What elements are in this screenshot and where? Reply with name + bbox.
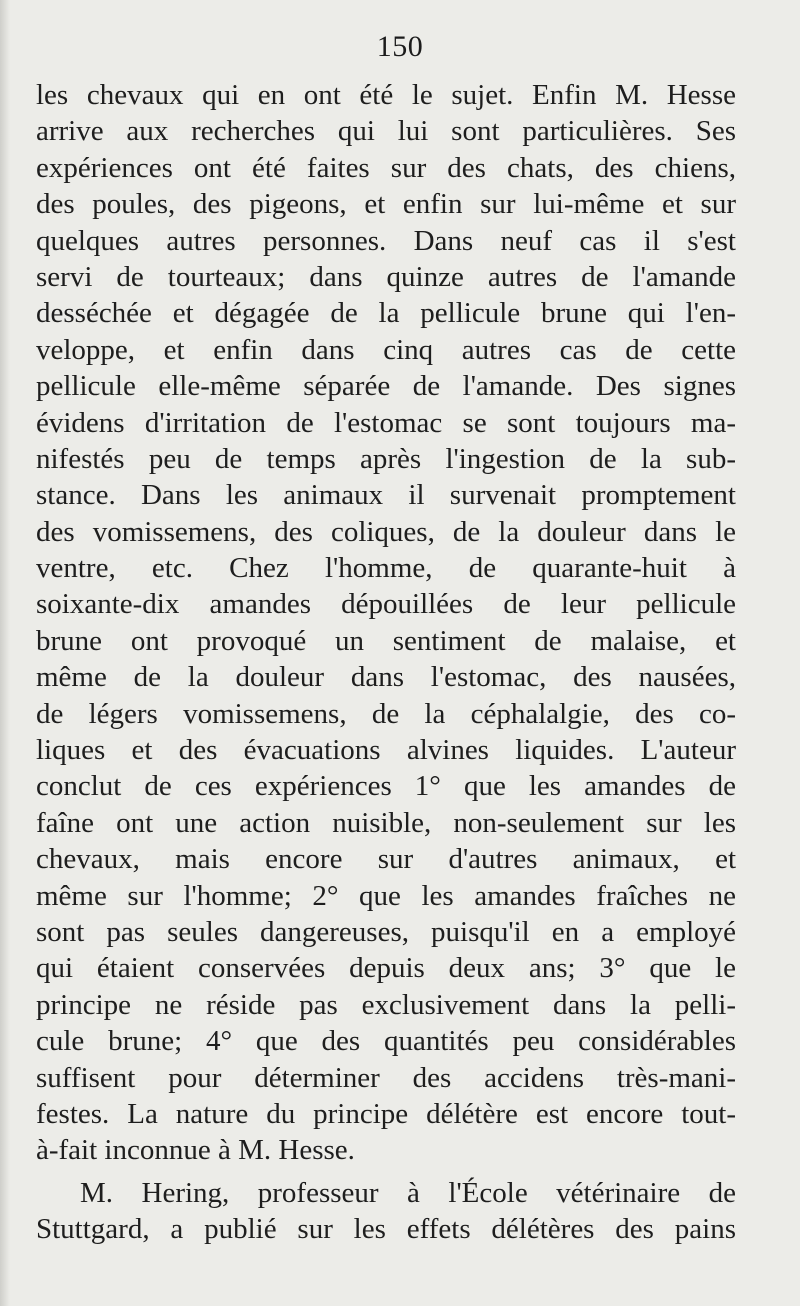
text-line: Stuttgard, a publié sur les effets délétères des pains bbox=[36, 1213, 736, 1246]
page-edge-shadow bbox=[0, 0, 10, 1306]
text-line: qui étaient conservées depuis deux ans; 3° que le bbox=[36, 952, 736, 985]
text-line: même de la douleur dans l'estomac, des nausées, bbox=[36, 661, 736, 694]
text-line: à-fait inconnue à M. Hesse. bbox=[36, 1134, 355, 1167]
text-line: les chevaux qui en ont été le sujet. Enfin M. Hesse bbox=[36, 79, 736, 111]
text-line: quelques autres personnes. Dans neuf cas il s'est bbox=[36, 224, 736, 257]
text-line: servi de tourteaux; dans quinze autres de l'amande bbox=[36, 260, 736, 293]
text-line: arrive aux recherches qui lui sont particulières. Ses bbox=[36, 115, 736, 148]
text-line: soixante-dix amandes dépouillées de leur pellicule bbox=[36, 588, 736, 621]
text-line: cule brune; 4° que des quantités peu considérables bbox=[36, 1025, 736, 1058]
text-line: des poules, des pigeons, et enfin sur lui-même et sur bbox=[36, 188, 736, 221]
text-line: des vomissemens, des coliques, de la douleur dans le bbox=[36, 515, 736, 548]
text-line: pellicule elle-même séparée de l'amande. Des signes bbox=[36, 370, 736, 403]
text-line: liques et des évacuations alvines liquides. L'auteur bbox=[36, 734, 736, 767]
text-line: évidens d'irritation de l'estomac se sont toujours ma- bbox=[36, 406, 736, 439]
paragraph-start-line: M. Hering, professeur à l'École vétérinaire de bbox=[80, 1176, 736, 1209]
text-line: desséchée et dégagée de la pellicule brune qui l'en- bbox=[36, 297, 736, 330]
page-number: 150 bbox=[376, 30, 424, 63]
text-line: suffisent pour déterminer des accidens très-mani- bbox=[36, 1061, 736, 1094]
text-line: principe ne réside pas exclusivement dans la pelli- bbox=[36, 988, 736, 1021]
text-line: ventre, etc. Chez l'homme, de quarante-huit à bbox=[36, 552, 736, 585]
text-line: nifestés peu de temps après l'ingestion de la sub- bbox=[36, 442, 736, 475]
text-line: expériences ont été faites sur des chats, des chiens, bbox=[36, 151, 736, 184]
text-line: faîne ont une action nuisible, non-seulement sur les bbox=[36, 806, 736, 839]
text-line: conclut de ces expériences 1° que les amandes de bbox=[36, 770, 736, 803]
text-line: de légers vomissemens, de la céphalalgie, des co- bbox=[36, 697, 736, 730]
text-line: sont pas seules dangereuses, puisqu'il en a employé bbox=[36, 915, 736, 948]
text-line: festes. La nature du principe délétère est encore tout- bbox=[36, 1097, 736, 1130]
text-line: même sur l'homme; 2° que les amandes fraîches ne bbox=[36, 879, 736, 912]
text-line: brune ont provoqué un sentiment de malaise, et bbox=[36, 624, 736, 657]
text-line: stance. Dans les animaux il survenait promptement bbox=[36, 479, 736, 512]
text-line: chevaux, mais encore sur d'autres animaux, et bbox=[36, 843, 736, 876]
text-line: veloppe, et enfin dans cinq autres cas de cette bbox=[36, 333, 736, 366]
body-text bbox=[36, 77, 736, 1248]
